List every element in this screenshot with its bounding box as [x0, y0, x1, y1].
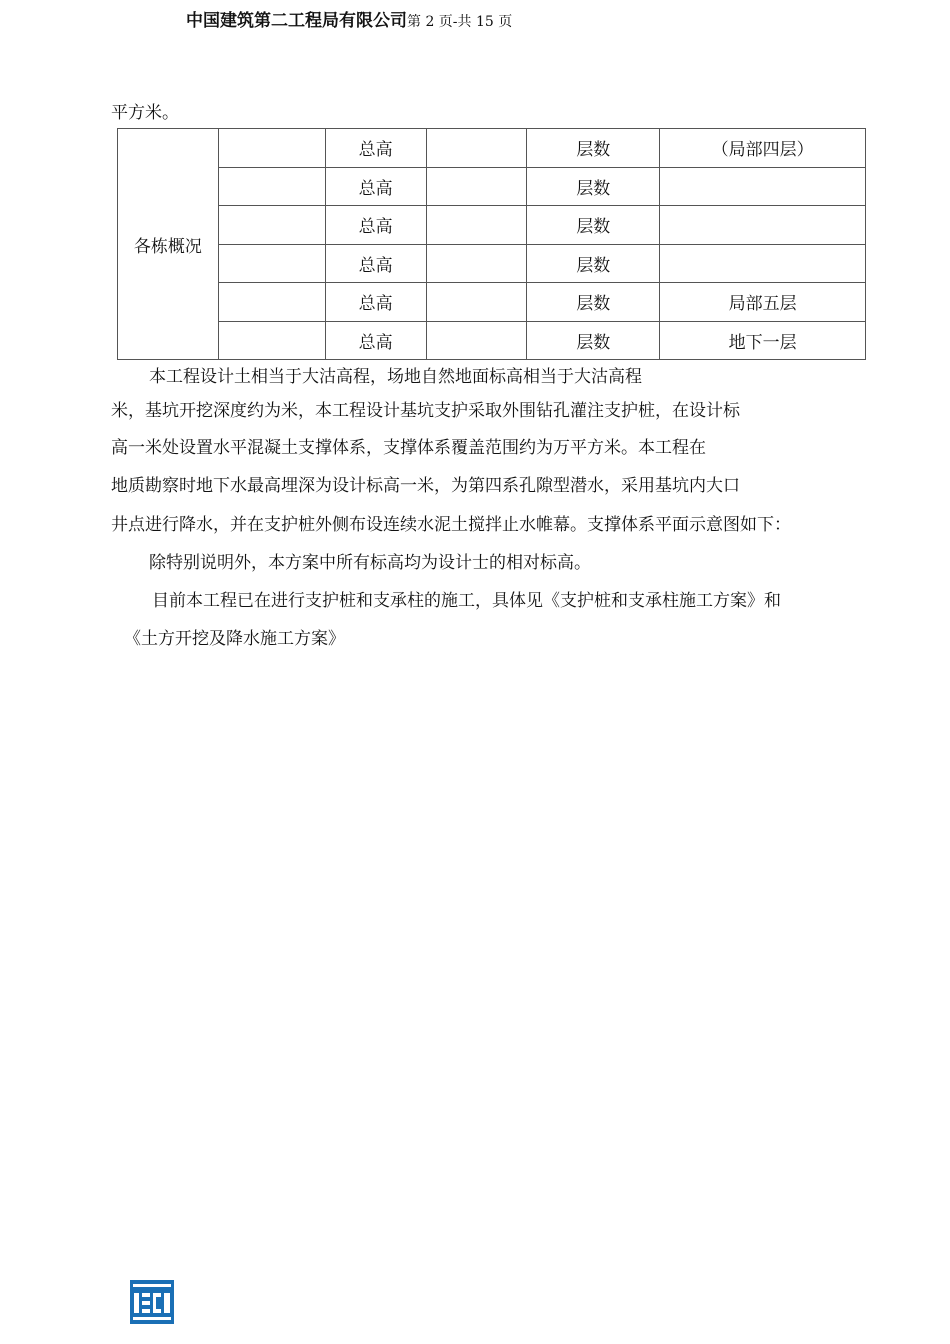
table-row: [118, 129, 866, 168]
table-cell: 总高: [325, 167, 426, 206]
table-cell: 地下一层: [660, 321, 866, 360]
table-cell: 层数: [527, 129, 660, 168]
paragraph-line: 高一米处设置水平混凝土支撑体系，支撑体系覆盖范围约为万平方米。本工程在: [111, 438, 706, 458]
group-label: 各栋概况: [118, 129, 219, 360]
table-cell: 总高: [325, 244, 426, 283]
table-row: [118, 321, 866, 360]
table-cell: （局部四层）: [660, 129, 866, 168]
table-cell: [218, 244, 325, 283]
company-logo: [130, 1280, 174, 1324]
page-number: 第 2 页-共 15 页: [407, 14, 513, 30]
table-cell: [218, 206, 325, 245]
intro-fragment: 平方米。: [111, 103, 179, 123]
table-row: [118, 283, 866, 322]
paragraph-line: 地质勘察时地下水最高埋深为设计标高一米，为第四系孔隙型潜水，采用基坑内大口: [111, 476, 740, 496]
page-header: [186, 6, 512, 31]
table-cell: [426, 167, 527, 206]
table-cell: 总高: [325, 206, 426, 245]
table-cell: [660, 167, 866, 206]
table-cell: [426, 244, 527, 283]
table-cell: [218, 321, 325, 360]
paragraph-line: 《土方开挖及降水施工方案》: [124, 629, 345, 649]
table-cell: [218, 167, 325, 206]
table-cell: 层数: [527, 283, 660, 322]
table-cell: [426, 283, 527, 322]
table-cell: [660, 206, 866, 245]
paragraph-line: 本工程设计土相当于大沽高程，场地自然地面标高相当于大沽高程: [149, 367, 642, 387]
table-cell: [426, 129, 527, 168]
table-cell: 层数: [527, 167, 660, 206]
table-cell: 局部五层: [660, 283, 866, 322]
table-row: [118, 244, 866, 283]
table-cell: 层数: [527, 206, 660, 245]
table-cell: [660, 244, 866, 283]
table-cell: 总高: [325, 321, 426, 360]
paragraph-line: 目前本工程已在进行支护桩和支承柱的施工，具体见《支护桩和支承柱施工方案》和: [152, 591, 781, 611]
table-row: [118, 206, 866, 245]
company-name: 中国建筑第二工程局有限公司: [186, 11, 407, 31]
table-cell: [218, 283, 325, 322]
building-overview-table: [117, 128, 866, 360]
paragraph-line: 米，基坑开挖深度约为米，本工程设计基坑支护采取外围钻孔灌注支护桩，在设计标: [111, 401, 740, 421]
table-cell: [218, 129, 325, 168]
table-cell: 层数: [527, 321, 660, 360]
table-cell: 层数: [527, 244, 660, 283]
table-cell: 总高: [325, 129, 426, 168]
paragraph-line: 井点进行降水，并在支护桩外侧布设连续水泥土搅拌止水帷幕。支撑体系平面示意图如下：: [111, 515, 791, 535]
table-cell: 总高: [325, 283, 426, 322]
paragraph-line: 除特别说明外，本方案中所有标高均为设计士的相对标高。: [149, 553, 591, 573]
table-row: [118, 167, 866, 206]
table-cell: [426, 206, 527, 245]
table-cell: [426, 321, 527, 360]
